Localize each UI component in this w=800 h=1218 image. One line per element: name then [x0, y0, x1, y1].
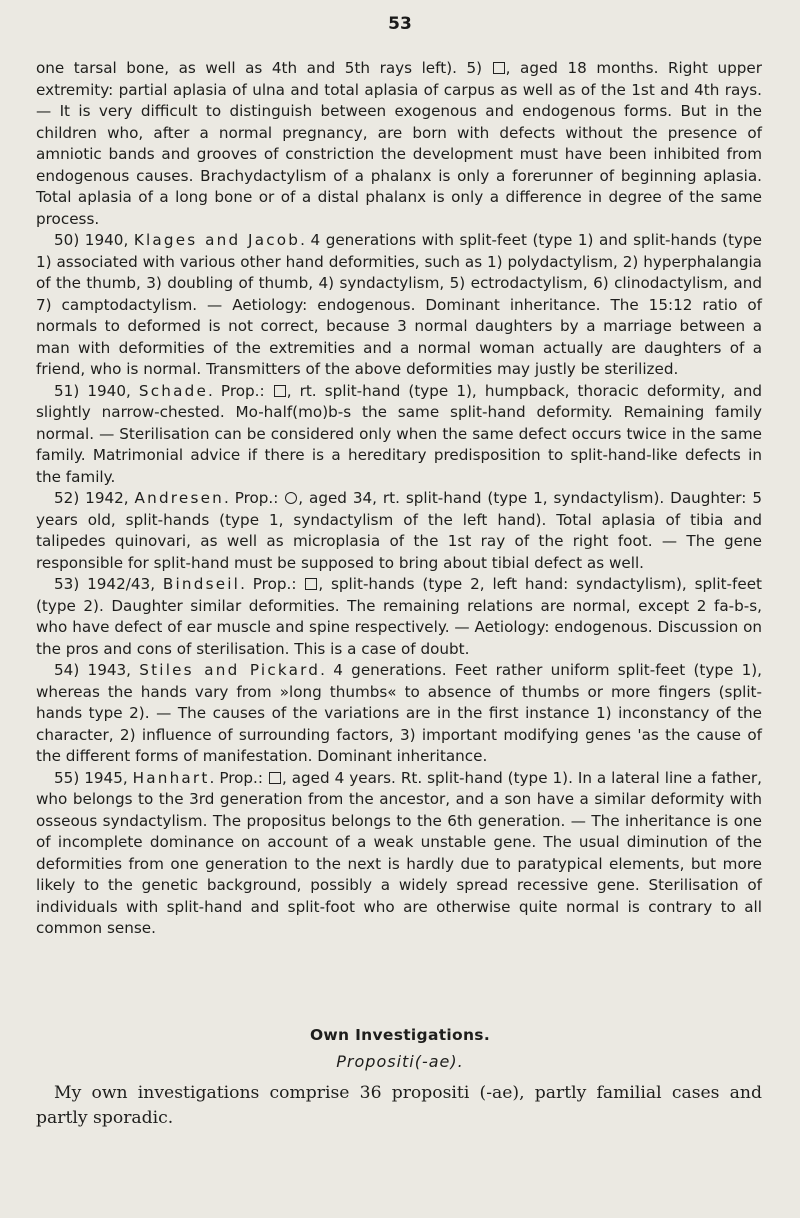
- paragraph-text: . Prop.:: [240, 575, 305, 593]
- page-number: 53: [388, 14, 412, 34]
- author-name: Andresen: [134, 489, 224, 507]
- paragraph-text: . 4 generations with split-feet (type 1) and split-hands (type 1) associated with various other hand deformities, such as 1) polydactylism, 2) hyperphalangia of the thumb, 3) doubling of thumb, 4) syndactylism, 5) ectrodactylism, 6) clinodactylism, and 7) camptodactylism. — Aetiology: endogenous. Dominant inheritance. The 15:12 ratio of normals to deformed is not correct, because 3 normal daughters by a marriage between a man with deformities of the extremities and a normal woman actually are daughters of a friend, who is normal. Transmitters of the above deformities may justly be sterilized.: [36, 231, 762, 378]
- paragraph-text: , aged 18 months. Right upper extremity: partial aplasia of ulna and total aplasia of carpus as well as of the 1st and 4th rays. — It is very difficult to distinguish between exogenous and endogenous forms. But in the children who, after a normal pregnancy, are born with defects without the presence of amniotic bands and grooves of constriction the development must have been inhibited from endogenous causes. Brachydactylism of a phalanx is only a forerunner of beginning aplasia. Total aplasia of a long bone or of a distal phalanx is only a difference in degree of the same process.: [36, 59, 762, 228]
- paragraph-text: , aged 34, rt. split-hand (type 1, syndactylism). Daughter: 5 years old, split-hands (type 1, syndactylism of the left hand). Total aplasia of tibia and talipedes quinovari, as well as microplasia of the 1st ray of the right foot. — The gene responsible for split-hand must be supposed to bring about tibial defect as well.: [36, 489, 762, 572]
- paragraph: [36, 660, 762, 768]
- paragraph: [36, 58, 762, 230]
- paragraph: [36, 381, 762, 489]
- paragraph: [36, 230, 762, 381]
- author-name: Bindseil: [162, 575, 241, 593]
- section-subheading: Propositi(-ae).: [336, 1052, 464, 1071]
- female-proband-symbol: [285, 492, 297, 504]
- paragraph-text: one tarsal bone, as well as 4th and 5th rays left). 5): [36, 59, 492, 77]
- body-text: [36, 58, 762, 940]
- paragraph-text: 54) 1943,: [54, 661, 140, 679]
- paragraph-text: . Prop.:: [208, 381, 273, 400]
- paragraph-text: . Prop.:: [209, 768, 268, 787]
- male-proband-symbol: [305, 578, 317, 590]
- male-proband-symbol: [493, 62, 505, 74]
- author-name: Schade: [138, 381, 209, 400]
- paragraph-text: . Prop.:: [223, 489, 285, 507]
- paragraph-text: 50) 1940,: [54, 231, 134, 249]
- author-name: Stiles and Pickard: [139, 661, 321, 679]
- author-name: Hanhart: [132, 768, 210, 787]
- male-proband-symbol: [274, 385, 286, 397]
- paragraph-text: 55) 1945,: [54, 768, 133, 787]
- paragraph-text: 53) 1942/43,: [54, 575, 163, 593]
- closing-paragraph: My own investigations comprise 36 propositi (-ae), partly familial cases and partly sporadic.: [36, 1083, 762, 1128]
- paragraph-text: , aged 4 years. Rt. split-hand (type 1). In a lateral line a father, who belongs to the 3rd generation from the ancestor, and a son have a similar deformity with osseous syndactylism. The propositus belongs to the 6th generation. — The inheritance is one of incomplete dominance on account of a weak unstable gene. The usual diminution of the deformities from one generation to the next is hardly due to paratypical elements, but more likely to the genetic background, possibly a widely spread recessive gene. Sterilisation of individuals with split-hand and split-foot who are otherwise quite normal is contrary to all common sense.: [36, 768, 762, 937]
- paragraph-text: , split-hands (type 2, left hand: syndactylism), split-feet (type 2). Daughter similar deformities. The remaining relations are normal, except 2 fa-b-s, who have defect of ear muscle and spine respectively. — Aetiology: endogenous. Discussion on the pros and cons of sterilisation. This is a case of doubt.: [36, 575, 762, 658]
- paragraph-text: 51) 1940,: [54, 381, 139, 400]
- paragraph: [36, 574, 762, 660]
- paragraph: [36, 768, 762, 940]
- author-name: Klages and Jacob: [133, 231, 301, 249]
- paragraph-text: , rt. split-hand (type 1), humpback, thoracic deformity, and slightly narrow-chested. Mo-half(mo)b-s the same split-hand deformity. Remaining family normal. — Sterilisation can be considered only when the same defect occurs twice in the same family. Matrimonial advice if there is a hereditary predisposition to split-hand-like defects in the family.: [36, 381, 762, 486]
- section-heading: Own Investigations.: [309, 1026, 491, 1044]
- paragraph: [36, 488, 762, 574]
- male-proband-symbol: [269, 772, 281, 784]
- paragraph-text: 52) 1942,: [54, 489, 135, 507]
- paragraph-text: . 4 generations. Feet rather uniform split-feet (type 1), whereas the hands vary from »long thumbs« to absence of thumbs or more fingers (split-hands type 2). — The causes of the variations are in the first instance 1) inconstancy of the character, 2) influence of surrounding factors, 3) important modifying genes 'as the cause of the different forms of manifestation. Dominant inheritance.: [36, 661, 762, 765]
